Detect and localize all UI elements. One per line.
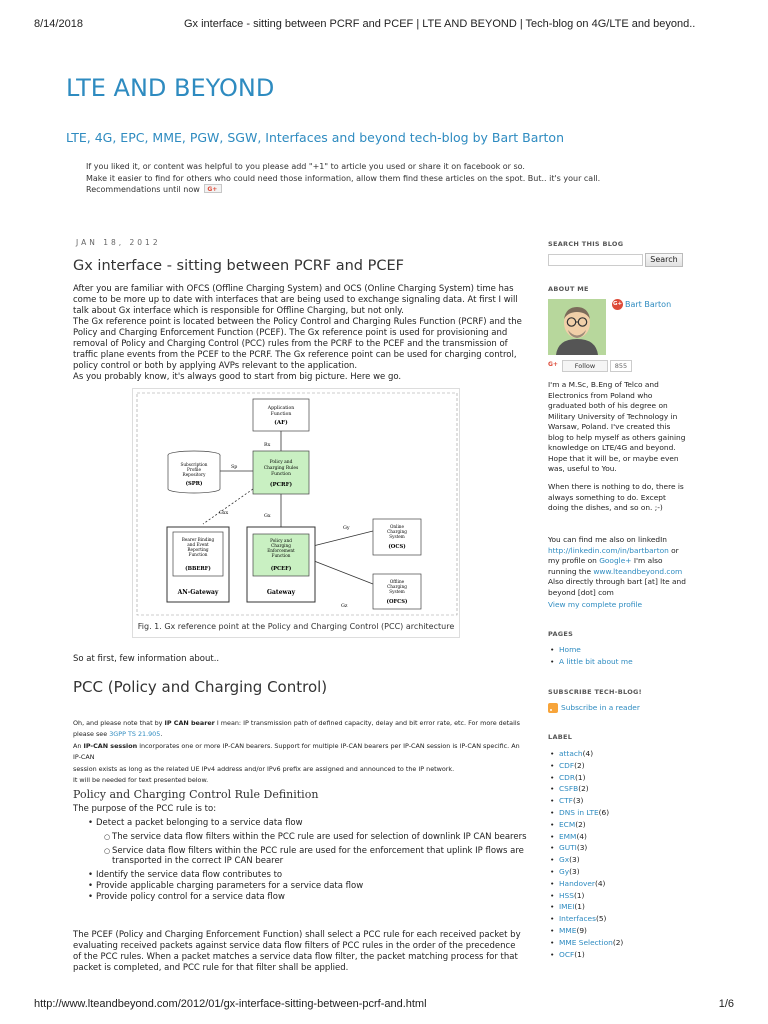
label-count: (4): [576, 831, 587, 841]
label-item: [550, 831, 623, 843]
gplus-icon: G+: [612, 299, 623, 310]
avatar-illustration: [548, 299, 606, 355]
list-item: ○ Service data flow filters within the PCC rule are used for the enforcement that uplink IP flows are transported in the correct IP CAN bearer: [104, 846, 528, 868]
gplus-small-icon: G+: [548, 361, 558, 368]
label-count: (3): [569, 866, 580, 876]
pcc-architecture-diagram: [133, 389, 461, 619]
spr-label-1: Subscription: [180, 462, 208, 467]
ocs-label-2: Charging: [387, 529, 407, 534]
page-link-about[interactable]: A little bit about me: [559, 656, 633, 666]
subscribe-link[interactable]: [548, 703, 640, 713]
subscribe-label: Subscribe in a reader: [561, 703, 640, 712]
search-widget-title: SEARCH THIS BLOG: [548, 240, 624, 248]
print-url: http://www.lteandbeyond.com/2012/01/gx-interface-sitting-between-pcrf-and.html: [34, 998, 427, 1010]
subscribe-widget-title: SUBSCRIBE TECH-BLOG!: [548, 688, 642, 696]
label-item: [550, 925, 623, 937]
label-item: [550, 819, 623, 831]
spr-label-3: Repository: [182, 472, 206, 477]
label-item: [550, 913, 623, 925]
pcrf-label-1: Policy and: [269, 460, 293, 465]
label-item: [550, 890, 623, 902]
bberf-label-1: Bearer Binding: [181, 537, 215, 542]
pcef-label-1: Policy and: [270, 538, 292, 543]
post-date: JAN 18, 2012: [76, 238, 161, 247]
label-count: (9): [576, 925, 587, 935]
gateway-label: Gateway: [266, 589, 296, 596]
label-count: (1): [575, 772, 586, 782]
pages-item: [550, 656, 633, 668]
post-intro: [73, 284, 523, 383]
label-count: (2): [575, 819, 586, 829]
bberf-label-4: Function: [188, 552, 208, 557]
label-count: (5): [595, 914, 607, 924]
af-label-2: Function: [270, 412, 292, 417]
view-profile-link[interactable]: View my complete profile: [548, 600, 643, 609]
label-link[interactable]: OCF: [559, 949, 575, 959]
pages-list: [550, 644, 633, 668]
label-count: (3): [569, 855, 580, 865]
list-item: ○ The service data flow filters within the PCC rule are used for selection of downlink IP CAN bearers: [104, 832, 528, 843]
pcrf-label-3: Function: [271, 472, 291, 477]
contact-text: Also directly through bart [at] lte and beyond [dot] com: [548, 577, 686, 597]
author-name: Bart Barton: [625, 300, 672, 309]
label-link[interactable]: CDR: [559, 772, 575, 782]
label-count: (4): [582, 749, 594, 758]
contact-text: I'm also running the: [548, 556, 663, 576]
bberf-label-3: Reporting: [187, 547, 209, 552]
bberf-label-2: and Event: [187, 542, 209, 547]
gy-label: Gy: [343, 526, 350, 531]
label-link[interactable]: EMM: [559, 831, 577, 841]
ofcs-label-2: Charging: [387, 584, 407, 589]
blog-description: LTE, 4G, EPC, MME, PGW, SGW, Interfaces and beyond tech-blog by Bart Barton: [66, 130, 564, 145]
list-item: • Identify the service data flow contributes to: [88, 870, 528, 881]
ofcs-label-4: (OFCS): [386, 599, 408, 605]
gx-label: Gx: [264, 514, 271, 519]
ocs-label-3: System: [389, 534, 405, 539]
figure-caption: Fig. 1. Gx reference point at the Policy and Charging Control (PCC) architecture: [137, 622, 455, 631]
af-label-1: Application: [267, 406, 295, 411]
gxx-label: Gxx: [219, 511, 229, 516]
gxx-link: [203, 489, 253, 524]
label-count: (1): [574, 902, 585, 912]
label-count: (2): [574, 760, 585, 770]
notice-line-2: Make it easier to find for others who could need those information, allow them find these articles on the spot. But.. it's your call.: [86, 173, 601, 183]
note-line: Oh, and please note that by IP CAN bearer I mean: IP transmission path of defined capacity, delay and bit error rate, etc. For more details: [73, 719, 520, 727]
label-item: [550, 772, 623, 784]
label-count: (1): [573, 890, 585, 900]
label-count: (1): [574, 949, 585, 959]
author-bio-2: When there is nothing to do, there is always something to do. Except doing the dishes, and so on. ;-): [548, 482, 684, 512]
label-link[interactable]: CSFB: [559, 784, 579, 794]
linkedin-link[interactable]: http://linkedin.com/in/bartbarton: [548, 545, 669, 555]
label-item: [550, 842, 623, 854]
gplus-profile-link[interactable]: Google+: [599, 556, 632, 565]
gplus-one-button[interactable]: [204, 184, 222, 193]
search-input[interactable]: [548, 254, 643, 266]
note-line: An IP-CAN session incorporates one or more IP-CAN bearers. Support for multiple IP-CAN bearers per IP-CAN session is IP-CAN specific. An IP-CAN: [73, 741, 520, 762]
notice-line-1: If you liked it, or content was helpful to you please add "+1" to article you used or share it on facebook or so.: [86, 162, 525, 171]
recommend-notice: [86, 161, 646, 196]
label-item: [550, 854, 623, 866]
list-item: • Provide policy control for a service data flow: [88, 892, 528, 903]
label-list: [550, 748, 623, 960]
print-date: 8/14/2018: [34, 18, 83, 30]
label-item: [550, 866, 623, 878]
label-count: (4): [594, 878, 606, 888]
3gpp-ts-21905-link[interactable]: 3GPP TS 21.905: [109, 730, 161, 739]
label-link[interactable]: MME Selection: [559, 937, 613, 947]
label-link[interactable]: attach: [559, 749, 583, 758]
label-link[interactable]: ECM: [559, 819, 576, 829]
label-link[interactable]: Interfaces: [559, 914, 596, 924]
label-link[interactable]: Gx: [559, 855, 570, 865]
label-count: (3): [576, 843, 588, 853]
gz-link: [309, 559, 373, 584]
contact-text: You can find me also on linkedIn: [548, 535, 667, 544]
print-header: [34, 18, 734, 32]
pcef-label-3: Enforcement: [267, 548, 295, 553]
ocs-label-4: (OCS): [388, 544, 406, 550]
label-widget-title: LABEL: [548, 733, 573, 741]
gz-label: Gz: [341, 604, 348, 609]
spr-label-2: Profile: [187, 467, 201, 472]
label-count: (3): [572, 796, 584, 806]
gy-link: [309, 531, 373, 547]
list-item: • Detect a packet belonging to a service data flow: [88, 818, 528, 829]
rx-label: Rx: [264, 443, 271, 448]
author-contact: [548, 535, 688, 598]
notice-line-3: [86, 184, 646, 196]
label-item: [550, 748, 623, 760]
an-gateway-label: AN-Gateway: [177, 589, 219, 596]
sp-label: Sp: [231, 465, 238, 470]
contact-text: or my profile on: [548, 545, 679, 565]
pcc-rule-purpose-list: [88, 818, 528, 903]
print-page-number: 1/6: [718, 998, 734, 1010]
note-line: please see 3GPP TS 21.905.: [73, 730, 163, 739]
pcrf-label-4: (PCRF): [269, 482, 293, 488]
label-link[interactable]: IMEI: [559, 902, 575, 912]
search-button[interactable]: Search: [645, 253, 683, 267]
print-doc-title: Gx interface - sitting between PCRF and PCEF | LTE AND BEYOND | Tech-blog on 4G/LTE and beyond..: [184, 18, 696, 30]
ofcs-label-1: Offline: [389, 579, 405, 584]
label-item: [550, 807, 623, 819]
rss-icon: [548, 703, 558, 713]
label-item: [550, 949, 623, 961]
ocs-label-1: Online: [390, 524, 404, 529]
print-footer: [34, 998, 734, 1012]
label-link[interactable]: CTF: [559, 796, 573, 806]
label-item: [550, 795, 623, 807]
pcef-label-4: Function: [271, 553, 291, 558]
label-item: [550, 783, 623, 795]
label-item: [550, 760, 623, 772]
label-link[interactable]: Gy: [559, 866, 570, 876]
so-far-text: So at first, few information about..: [73, 654, 220, 664]
intro-paragraph: The Gx reference point is located between the Policy Control and Charging Rules Function (PCRF) and the Policy and Charging Enforcement Function (PCEF). The Gx reference point is used for provisioning and removal of Policy and Charging Control (PCC) rules from the PCRF to the PCEF and the transmission of traffic plane events from the PCEF to the PCRF. The Gx reference point can be used for charging control, policy control or both by applying AVPs relevant to the application.: [73, 317, 522, 371]
spr-label-4: (SPR): [185, 481, 203, 487]
note-line: session exists as long as the related UE IPv4 address and/or IPv6 prefix are assigned and announced to the IP network.: [73, 764, 455, 773]
pcc-architecture-figure[interactable]: [132, 388, 460, 638]
note-line: It will be needed for text presented below.: [73, 776, 209, 785]
ip-can-note: [73, 718, 523, 786]
label-link[interactable]: Handover: [559, 878, 595, 888]
pcc-heading: PCC (Policy and Charging Control): [73, 678, 328, 696]
pcrf-label-2: Charging Rules: [263, 466, 299, 471]
about-widget-title: ABOUT ME: [548, 285, 589, 293]
author-avatar[interactable]: [548, 299, 606, 355]
author-bio: I'm a M.Sc, B.Eng of Telco and Electronics from Poland who graduated both of his degree on Military University of Technology in Warsaw, Poland. I've created this blog to help myself as others gaining knowledge on LTE/4G and beyond. Hope that it will be, or maybe even was, useful to You.: [548, 380, 686, 473]
follower-count: 855: [610, 360, 632, 372]
notice-recommend-label: Recommendations until now: [86, 185, 200, 194]
page-link-home[interactable]: Home: [559, 645, 581, 654]
pcef-label-5: (PCEF): [270, 566, 292, 572]
label-link[interactable]: CDF: [559, 760, 575, 770]
intro-paragraph: As you probably know, it's always good to start from big picture. Here we go.: [73, 372, 402, 382]
pcef-paragraph: The PCEF (Policy and Charging Enforcement Function) shall select a PCC rule for each received packet by evaluating received packets against service data flow filters of PCC rules in the order of the precedence of the PCC rules. When a packet matches a service data flow filter, the packet matching process for that packet is completed, and PCC rule for that filter shall be applied.: [73, 930, 521, 973]
intro-paragraph: After you are familiar with OFCS (Offline Charging System) and OCS (Online Charging System) time has come to be more up to date with interfaces that are being used to exchange signaling data. At first I will talk about Gx interface which is responsible for Offline Charging, but not only.: [73, 284, 518, 316]
site-link[interactable]: www.lteandbeyond.com: [593, 566, 683, 576]
label-item: [550, 937, 623, 949]
purpose-text: The purpose of the PCC rule is to:: [73, 804, 217, 814]
label-count: (2): [612, 937, 624, 947]
post-title[interactable]: Gx interface - sitting between PCRF and PCEF: [73, 258, 404, 274]
label-item: [550, 878, 623, 890]
list-item: • Provide applicable charging parameters for a service data flow: [88, 881, 528, 892]
label-count: (2): [578, 784, 589, 794]
follow-button[interactable]: Follow: [562, 360, 608, 372]
pcef-label-2: Charging: [271, 543, 291, 548]
label-link[interactable]: MME: [559, 925, 577, 935]
label-link[interactable]: GUTI: [559, 843, 577, 853]
pages-item: [550, 644, 633, 656]
label-item: [550, 901, 623, 913]
ofcs-label-3: System: [389, 589, 405, 594]
pages-widget-title: PAGES: [548, 630, 574, 638]
bberf-label-5: (BBERF): [185, 566, 211, 572]
label-link[interactable]: HSS: [559, 890, 574, 900]
label-count: (6): [598, 807, 610, 817]
author-profile-link[interactable]: [612, 299, 671, 310]
label-link[interactable]: DNS in LTE: [559, 807, 599, 817]
af-label-3: (AF): [274, 420, 288, 426]
blog-title-link[interactable]: LTE AND BEYOND: [66, 74, 275, 102]
pcc-rule-heading: Policy and Charging Control Rule Definition: [73, 788, 319, 801]
